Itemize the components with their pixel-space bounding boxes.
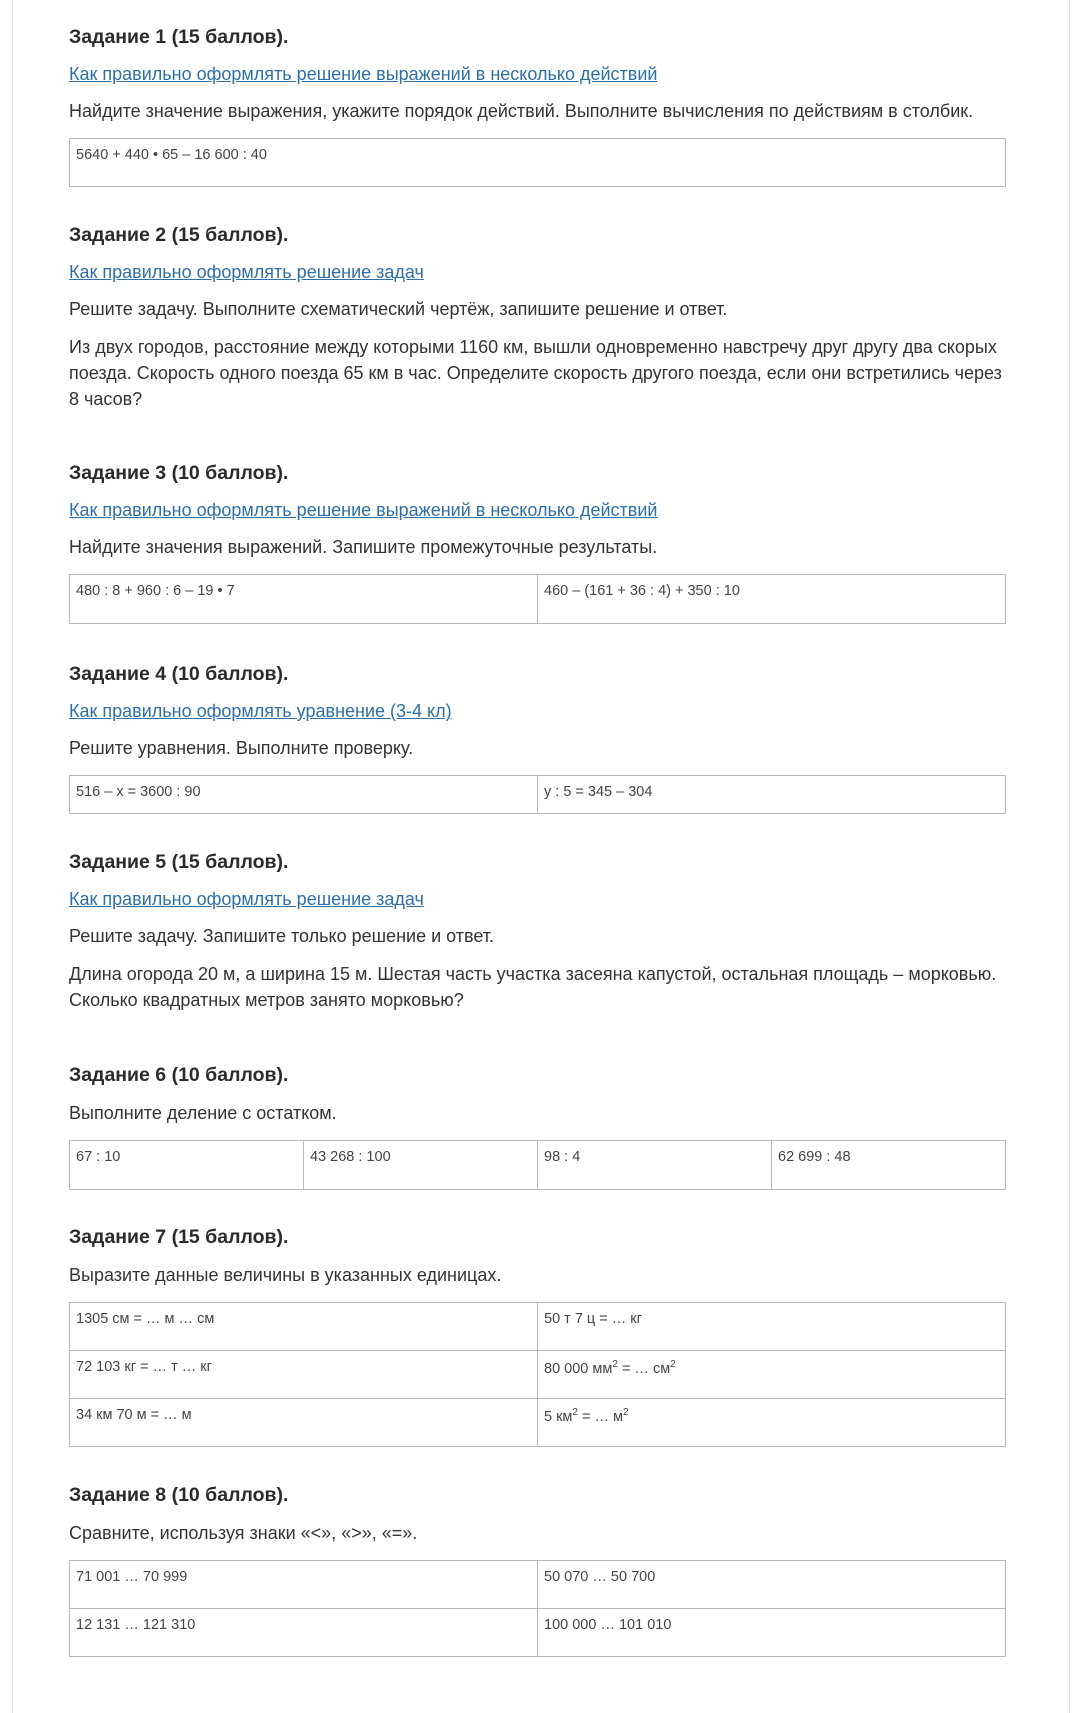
table-cell: 43 268 : 100 bbox=[304, 1141, 538, 1190]
task-instruction: Решите уравнения. Выполните проверку. bbox=[69, 738, 414, 758]
task-instruction: Решите задачу. Запишите только решение и ответ. bbox=[69, 926, 495, 946]
table-row bbox=[70, 1351, 1006, 1399]
task-instruction: Выразите данные величины в указанных единицах. bbox=[69, 1265, 502, 1285]
task-link[interactable]: Как правильно оформлять решение задач bbox=[69, 889, 424, 909]
task-title: Задание 7 (15 баллов). bbox=[69, 1226, 289, 1248]
task-title: Задание 6 (10 баллов). bbox=[69, 1064, 289, 1086]
table-cell: 516 – x = 3600 : 90 bbox=[70, 776, 538, 814]
table-cell: 71 001 … 70 999 bbox=[70, 1561, 538, 1609]
task-problem-text: Из двух городов, расстояние между которыми 1160 км, вышли одновременно навстречу друг другу два скорых поезда. Скорость одного поезда 65 км в час. Определите скорость другого поезда, если они встретились через 8 часов? bbox=[69, 337, 1002, 409]
table-cell: y : 5 = 345 – 304 bbox=[538, 776, 1006, 814]
table-cell: 98 : 4 bbox=[538, 1141, 772, 1190]
task-link[interactable]: Как правильно оформлять решение задач bbox=[69, 262, 424, 282]
task-instruction: Выполните деление с остатком. bbox=[69, 1103, 337, 1123]
task-7 bbox=[69, 1224, 1009, 1447]
task-title: Задание 5 (15 баллов). bbox=[69, 851, 289, 873]
task-link[interactable]: Как правильно оформлять решение выражений в несколько действий bbox=[69, 64, 658, 84]
table-cell: 62 699 : 48 bbox=[772, 1141, 1006, 1190]
division-table bbox=[69, 1140, 1006, 1190]
table-row bbox=[70, 139, 1006, 187]
task-title: Задание 1 (15 баллов). bbox=[69, 26, 289, 48]
expressions-table bbox=[69, 574, 1006, 624]
task-5 bbox=[69, 849, 1009, 1013]
table-cell: 5640 + 440 • 65 – 16 600 : 40 bbox=[70, 139, 1006, 187]
task-title: Задание 3 (10 баллов). bbox=[69, 462, 289, 484]
table-cell: 50 070 … 50 700 bbox=[538, 1561, 1006, 1609]
task-instruction: Решите задачу. Выполните схематический чертёж, запишите решение и ответ. bbox=[69, 299, 728, 319]
units-table bbox=[69, 1302, 1006, 1447]
table-cell: 80 000 $мм^2$ = … $см^2$ bbox=[538, 1351, 1006, 1399]
task-link[interactable]: Как правильно оформлять уравнение (3-4 кл) bbox=[69, 701, 452, 721]
table-row bbox=[70, 1303, 1006, 1351]
comparison-table bbox=[69, 1560, 1006, 1657]
table-row bbox=[70, 1399, 1006, 1447]
task-8 bbox=[69, 1482, 1009, 1657]
task-6 bbox=[69, 1062, 1009, 1190]
task-title: Задание 2 (15 баллов). bbox=[69, 224, 289, 246]
table-row bbox=[70, 776, 1006, 814]
task-instruction: Сравните, используя знаки «<», «>», «=». bbox=[69, 1523, 418, 1543]
table-cell: 34 км 70 м = … м bbox=[70, 1399, 538, 1447]
equations-table bbox=[69, 775, 1006, 814]
task-instruction: Найдите значение выражения, укажите порядок действий. Выполните вычисления по действиям в столбик. bbox=[69, 101, 974, 121]
table-cell: 5 $км^2$ = … $м^2$ bbox=[538, 1399, 1006, 1447]
task-1 bbox=[69, 24, 1009, 187]
expression-table bbox=[69, 138, 1006, 187]
task-2 bbox=[69, 222, 1009, 412]
task-link[interactable]: Как правильно оформлять решение выражений в несколько действий bbox=[69, 500, 658, 520]
page bbox=[12, 0, 1070, 1713]
table-row bbox=[70, 1141, 1006, 1190]
table-cell: 12 131 … 121 310 bbox=[70, 1609, 538, 1657]
task-instruction: Найдите значения выражений. Запишите промежуточные результаты. bbox=[69, 537, 658, 557]
table-cell: 460 – (161 + 36 : 4) + 350 : 10 bbox=[538, 575, 1006, 624]
table-row bbox=[70, 1609, 1006, 1657]
table-cell: 50 т 7 ц = … кг bbox=[538, 1303, 1006, 1351]
table-cell: 100 000 … 101 010 bbox=[538, 1609, 1006, 1657]
table-cell: 1305 см = … м … см bbox=[70, 1303, 538, 1351]
task-problem-text: Длина огорода 20 м, а ширина 15 м. Шестая часть участка засеяна капустой, остальная площадь – морковью. Сколько квадратных метров занято морковью? bbox=[69, 964, 997, 1010]
table-cell: 72 103 кг = … т … кг bbox=[70, 1351, 538, 1399]
table-row bbox=[70, 1561, 1006, 1609]
task-title: Задание 4 (10 баллов). bbox=[69, 663, 289, 685]
table-cell: 67 : 10 bbox=[70, 1141, 304, 1190]
table-row bbox=[70, 575, 1006, 624]
task-title: Задание 8 (10 баллов). bbox=[69, 1484, 289, 1506]
table-cell: 480 : 8 + 960 : 6 – 19 • 7 bbox=[70, 575, 538, 624]
task-3 bbox=[69, 460, 1009, 624]
task-4 bbox=[69, 661, 1009, 814]
